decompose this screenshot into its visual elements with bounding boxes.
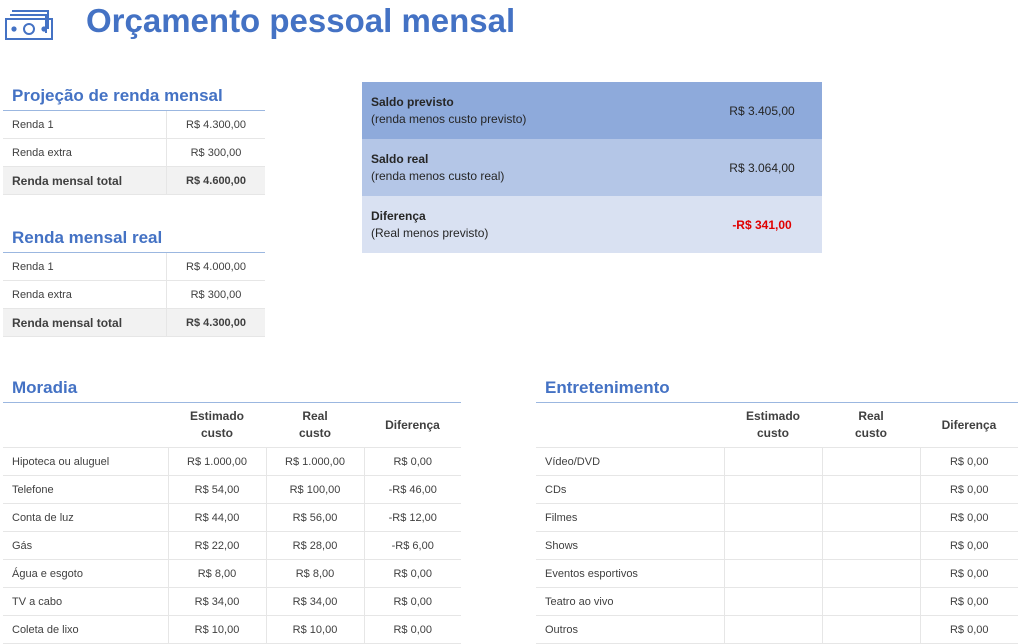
estimated-cost-cell[interactable]: R$ 34,00 [168, 588, 266, 616]
projected-balance-row [362, 82, 822, 139]
income-row[interactable] [3, 281, 265, 309]
header-difference-label: Diferença [941, 417, 997, 432]
actual-cost-cell[interactable]: R$ 56,00 [266, 504, 364, 532]
table-row[interactable] [3, 504, 461, 532]
actual-balance-row [362, 139, 822, 196]
income-total-label: Renda mensal total [12, 173, 123, 188]
projected-balance-value: R$ 3.405,00 [729, 103, 795, 118]
difference-cell: -R$ 6,00 [364, 532, 461, 560]
difference-title: Diferença [371, 208, 426, 223]
income-total-label: Renda mensal total [12, 315, 123, 330]
actual-cost-cell[interactable]: R$ 10,00 [266, 616, 364, 644]
income-row[interactable] [3, 111, 265, 139]
table-row[interactable] [536, 504, 1018, 532]
estimated-cost-cell[interactable]: R$ 10,00 [168, 616, 266, 644]
entertainment-title: Entretenimento [545, 378, 670, 397]
expense-label: Conta de luz [3, 504, 168, 532]
housing-section [3, 378, 461, 644]
income-value[interactable]: R$ 4.300,00 [166, 111, 265, 138]
estimated-cost-cell[interactable]: R$ 54,00 [168, 476, 266, 504]
estimated-cost-cell[interactable] [724, 616, 822, 644]
income-label: Renda 1 [12, 118, 54, 131]
income-row[interactable] [3, 253, 265, 281]
actual-cost-cell[interactable] [822, 476, 920, 504]
estimated-cost-cell[interactable]: R$ 44,00 [168, 504, 266, 532]
income-label: Renda extra [12, 288, 72, 301]
table-row[interactable] [3, 476, 461, 504]
income-value[interactable]: R$ 300,00 [166, 139, 265, 166]
actual-cost-cell[interactable]: R$ 1.000,00 [266, 448, 364, 476]
expense-label: Água e esgoto [3, 560, 168, 588]
actual-cost-cell[interactable] [822, 448, 920, 476]
table-row[interactable] [3, 588, 461, 616]
actual-cost-cell[interactable]: R$ 8,00 [266, 560, 364, 588]
header-estimated [724, 403, 822, 448]
expense-label: Telefone [3, 476, 168, 504]
table-row[interactable] [536, 476, 1018, 504]
difference-cell: R$ 0,00 [364, 560, 461, 588]
difference-cell: R$ 0,00 [920, 448, 1018, 476]
difference-cell: R$ 0,00 [920, 504, 1018, 532]
header-blank [3, 403, 168, 448]
table-row[interactable] [536, 448, 1018, 476]
difference-cell: R$ 0,00 [920, 476, 1018, 504]
header-estimated-label: Estimado custo [189, 409, 244, 440]
income-label: Renda 1 [12, 260, 54, 273]
table-row[interactable] [3, 532, 461, 560]
expense-label: CDs [536, 476, 724, 504]
income-total-value: R$ 4.300,00 [166, 309, 265, 336]
header-actual [822, 403, 920, 448]
expense-label: Vídeo/DVD [536, 448, 724, 476]
header-estimated-label: Estimado custo [745, 409, 800, 440]
estimated-cost-cell[interactable]: R$ 8,00 [168, 560, 266, 588]
estimated-cost-cell[interactable] [724, 588, 822, 616]
money-bill-icon [4, 7, 54, 41]
difference-cell: R$ 0,00 [364, 616, 461, 644]
actual-cost-cell[interactable] [822, 504, 920, 532]
expense-label: Filmes [536, 504, 724, 532]
table-row[interactable] [3, 616, 461, 644]
income-total-value: R$ 4.600,00 [166, 167, 265, 194]
header-actual-label: Real custo [298, 409, 331, 440]
difference-cell: R$ 0,00 [920, 616, 1018, 644]
header-difference [364, 403, 461, 448]
housing-title: Moradia [12, 378, 78, 397]
header-actual-label: Real custo [854, 409, 887, 440]
actual-cost-cell[interactable] [822, 532, 920, 560]
actual-income-title: Renda mensal real [12, 228, 163, 247]
estimated-cost-cell[interactable] [724, 448, 822, 476]
actual-cost-cell[interactable]: R$ 34,00 [266, 588, 364, 616]
expense-label: Coleta de lixo [3, 616, 168, 644]
projected-income-section [3, 86, 265, 195]
table-row[interactable] [536, 532, 1018, 560]
actual-cost-cell[interactable]: R$ 28,00 [266, 532, 364, 560]
estimated-cost-cell[interactable] [724, 476, 822, 504]
table-header-row [3, 403, 461, 448]
income-label: Renda extra [12, 146, 72, 159]
table-row[interactable] [536, 588, 1018, 616]
table-header-row [536, 403, 1018, 448]
difference-cell: R$ 0,00 [364, 448, 461, 476]
actual-income-section [3, 228, 265, 337]
difference-cell: -R$ 12,00 [364, 504, 461, 532]
estimated-cost-cell[interactable] [724, 532, 822, 560]
entertainment-section [536, 378, 1018, 644]
expense-label: Teatro ao vivo [536, 588, 724, 616]
actual-balance-subtitle: (renda menos custo real) [371, 168, 505, 183]
actual-balance-title: Saldo real [371, 151, 429, 166]
difference-cell: R$ 0,00 [920, 560, 1018, 588]
actual-cost-cell[interactable]: R$ 100,00 [266, 476, 364, 504]
balance-summary [362, 82, 822, 253]
expense-label: Shows [536, 532, 724, 560]
expense-label: TV a cabo [3, 588, 168, 616]
table-row[interactable] [536, 616, 1018, 644]
estimated-cost-cell[interactable] [724, 560, 822, 588]
table-row[interactable] [3, 560, 461, 588]
expense-label: Eventos esportivos [536, 560, 724, 588]
difference-row [362, 196, 822, 253]
income-value[interactable]: R$ 4.000,00 [166, 253, 265, 280]
projected-balance-title: Saldo previsto [371, 94, 454, 109]
actual-cost-cell[interactable] [822, 616, 920, 644]
header-estimated [168, 403, 266, 448]
income-total-row [3, 309, 265, 337]
income-value[interactable]: R$ 300,00 [166, 281, 265, 308]
header-blank [536, 403, 724, 448]
income-total-row [3, 167, 265, 195]
actual-cost-cell[interactable] [822, 560, 920, 588]
entertainment-table [536, 403, 1018, 644]
projected-income-title: Projeção de renda mensal [12, 86, 223, 105]
expense-label: Outros [536, 616, 724, 644]
header-difference-label: Diferença [385, 417, 440, 432]
estimated-cost-cell[interactable]: R$ 1.000,00 [168, 448, 266, 476]
actual-balance-value: R$ 3.064,00 [729, 160, 795, 175]
difference-cell: R$ 0,00 [920, 588, 1018, 616]
difference-value: -R$ 341,00 [732, 217, 792, 232]
header-difference [920, 403, 1018, 448]
expense-label: Hipoteca ou aluguel [3, 448, 168, 476]
estimated-cost-cell[interactable] [724, 504, 822, 532]
projected-balance-subtitle: (renda menos custo previsto) [371, 111, 527, 126]
actual-cost-cell[interactable] [822, 588, 920, 616]
page-title: Orçamento pessoal mensal [86, 2, 516, 39]
header-actual [266, 403, 364, 448]
income-row[interactable] [3, 139, 265, 167]
housing-table [3, 403, 461, 644]
difference-cell: R$ 0,00 [920, 532, 1018, 560]
difference-cell: -R$ 46,00 [364, 476, 461, 504]
table-row[interactable] [536, 560, 1018, 588]
estimated-cost-cell[interactable]: R$ 22,00 [168, 532, 266, 560]
table-row[interactable] [3, 448, 461, 476]
difference-cell: R$ 0,00 [364, 588, 461, 616]
difference-subtitle: (Real menos previsto) [371, 225, 489, 240]
expense-label: Gás [3, 532, 168, 560]
